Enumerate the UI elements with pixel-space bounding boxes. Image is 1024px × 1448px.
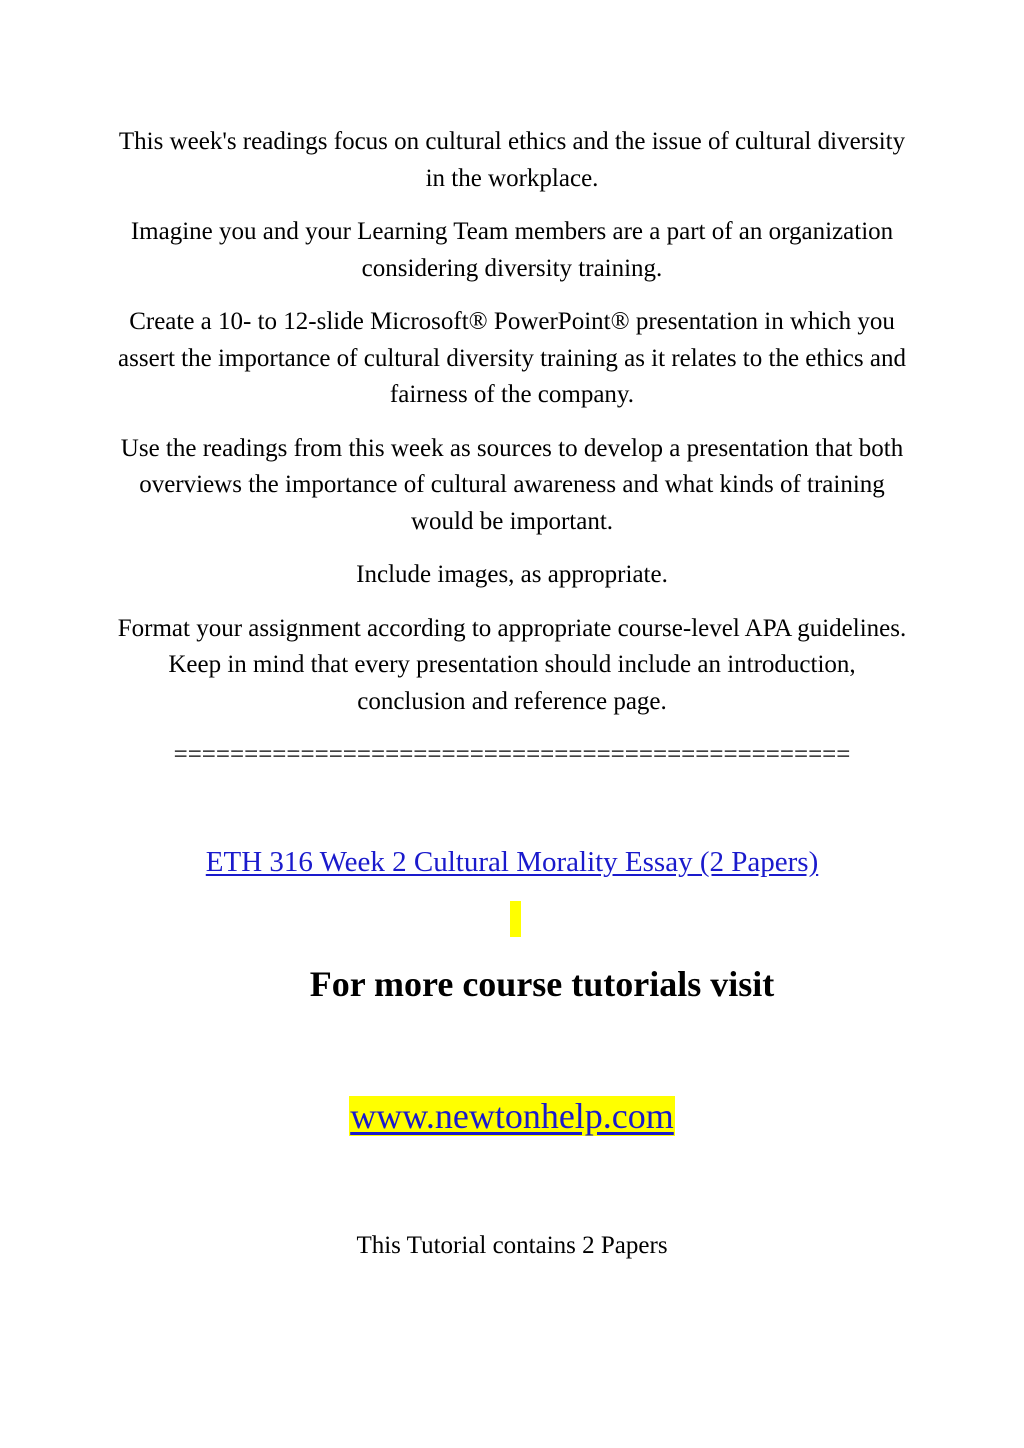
paragraph-readings-focus: This week's readings focus on cultural ethics and the issue of cultural diversity in the workplace.	[118, 128, 906, 192]
contains-note: This Tutorial contains 2 Papers	[356, 1232, 668, 1259]
paragraph-imagine-team: Imagine you and your Learning Team members are a part of an organization considering diversity training.	[130, 218, 894, 282]
course-title-container	[0, 842, 1024, 882]
separator-line: ================================================	[173, 741, 851, 768]
instructions-section	[112, 124, 912, 773]
highlight-marker	[510, 901, 521, 937]
paragraph-include-images: Include images, as appropriate.	[356, 561, 668, 588]
paragraph-format-apa: Format your assignment according to appropriate course-level APA guidelines. Keep in mind that every presentation should include an introduction, conclusion and reference page.	[117, 614, 907, 715]
paragraph-create-presentation: Create a 10- to 12-slide Microsoft® PowerPoint® presentation in which you assert the importance of cultural diversity training as it relates to the ethics and fairness of the company.	[118, 308, 906, 408]
site-link[interactable]: www.newtonhelp.com	[350, 1096, 674, 1136]
visit-heading: For more course tutorials visit	[309, 964, 775, 1004]
paragraph-use-readings: Use the readings from this week as sources to develop a presentation that both overviews the importance of cultural awareness and what kinds of training would be important.	[120, 434, 904, 535]
site-link-container	[0, 1092, 1024, 1140]
course-title-link[interactable]: ETH 316 Week 2 Cultural Morality Essay (2 Papers)	[205, 846, 819, 878]
